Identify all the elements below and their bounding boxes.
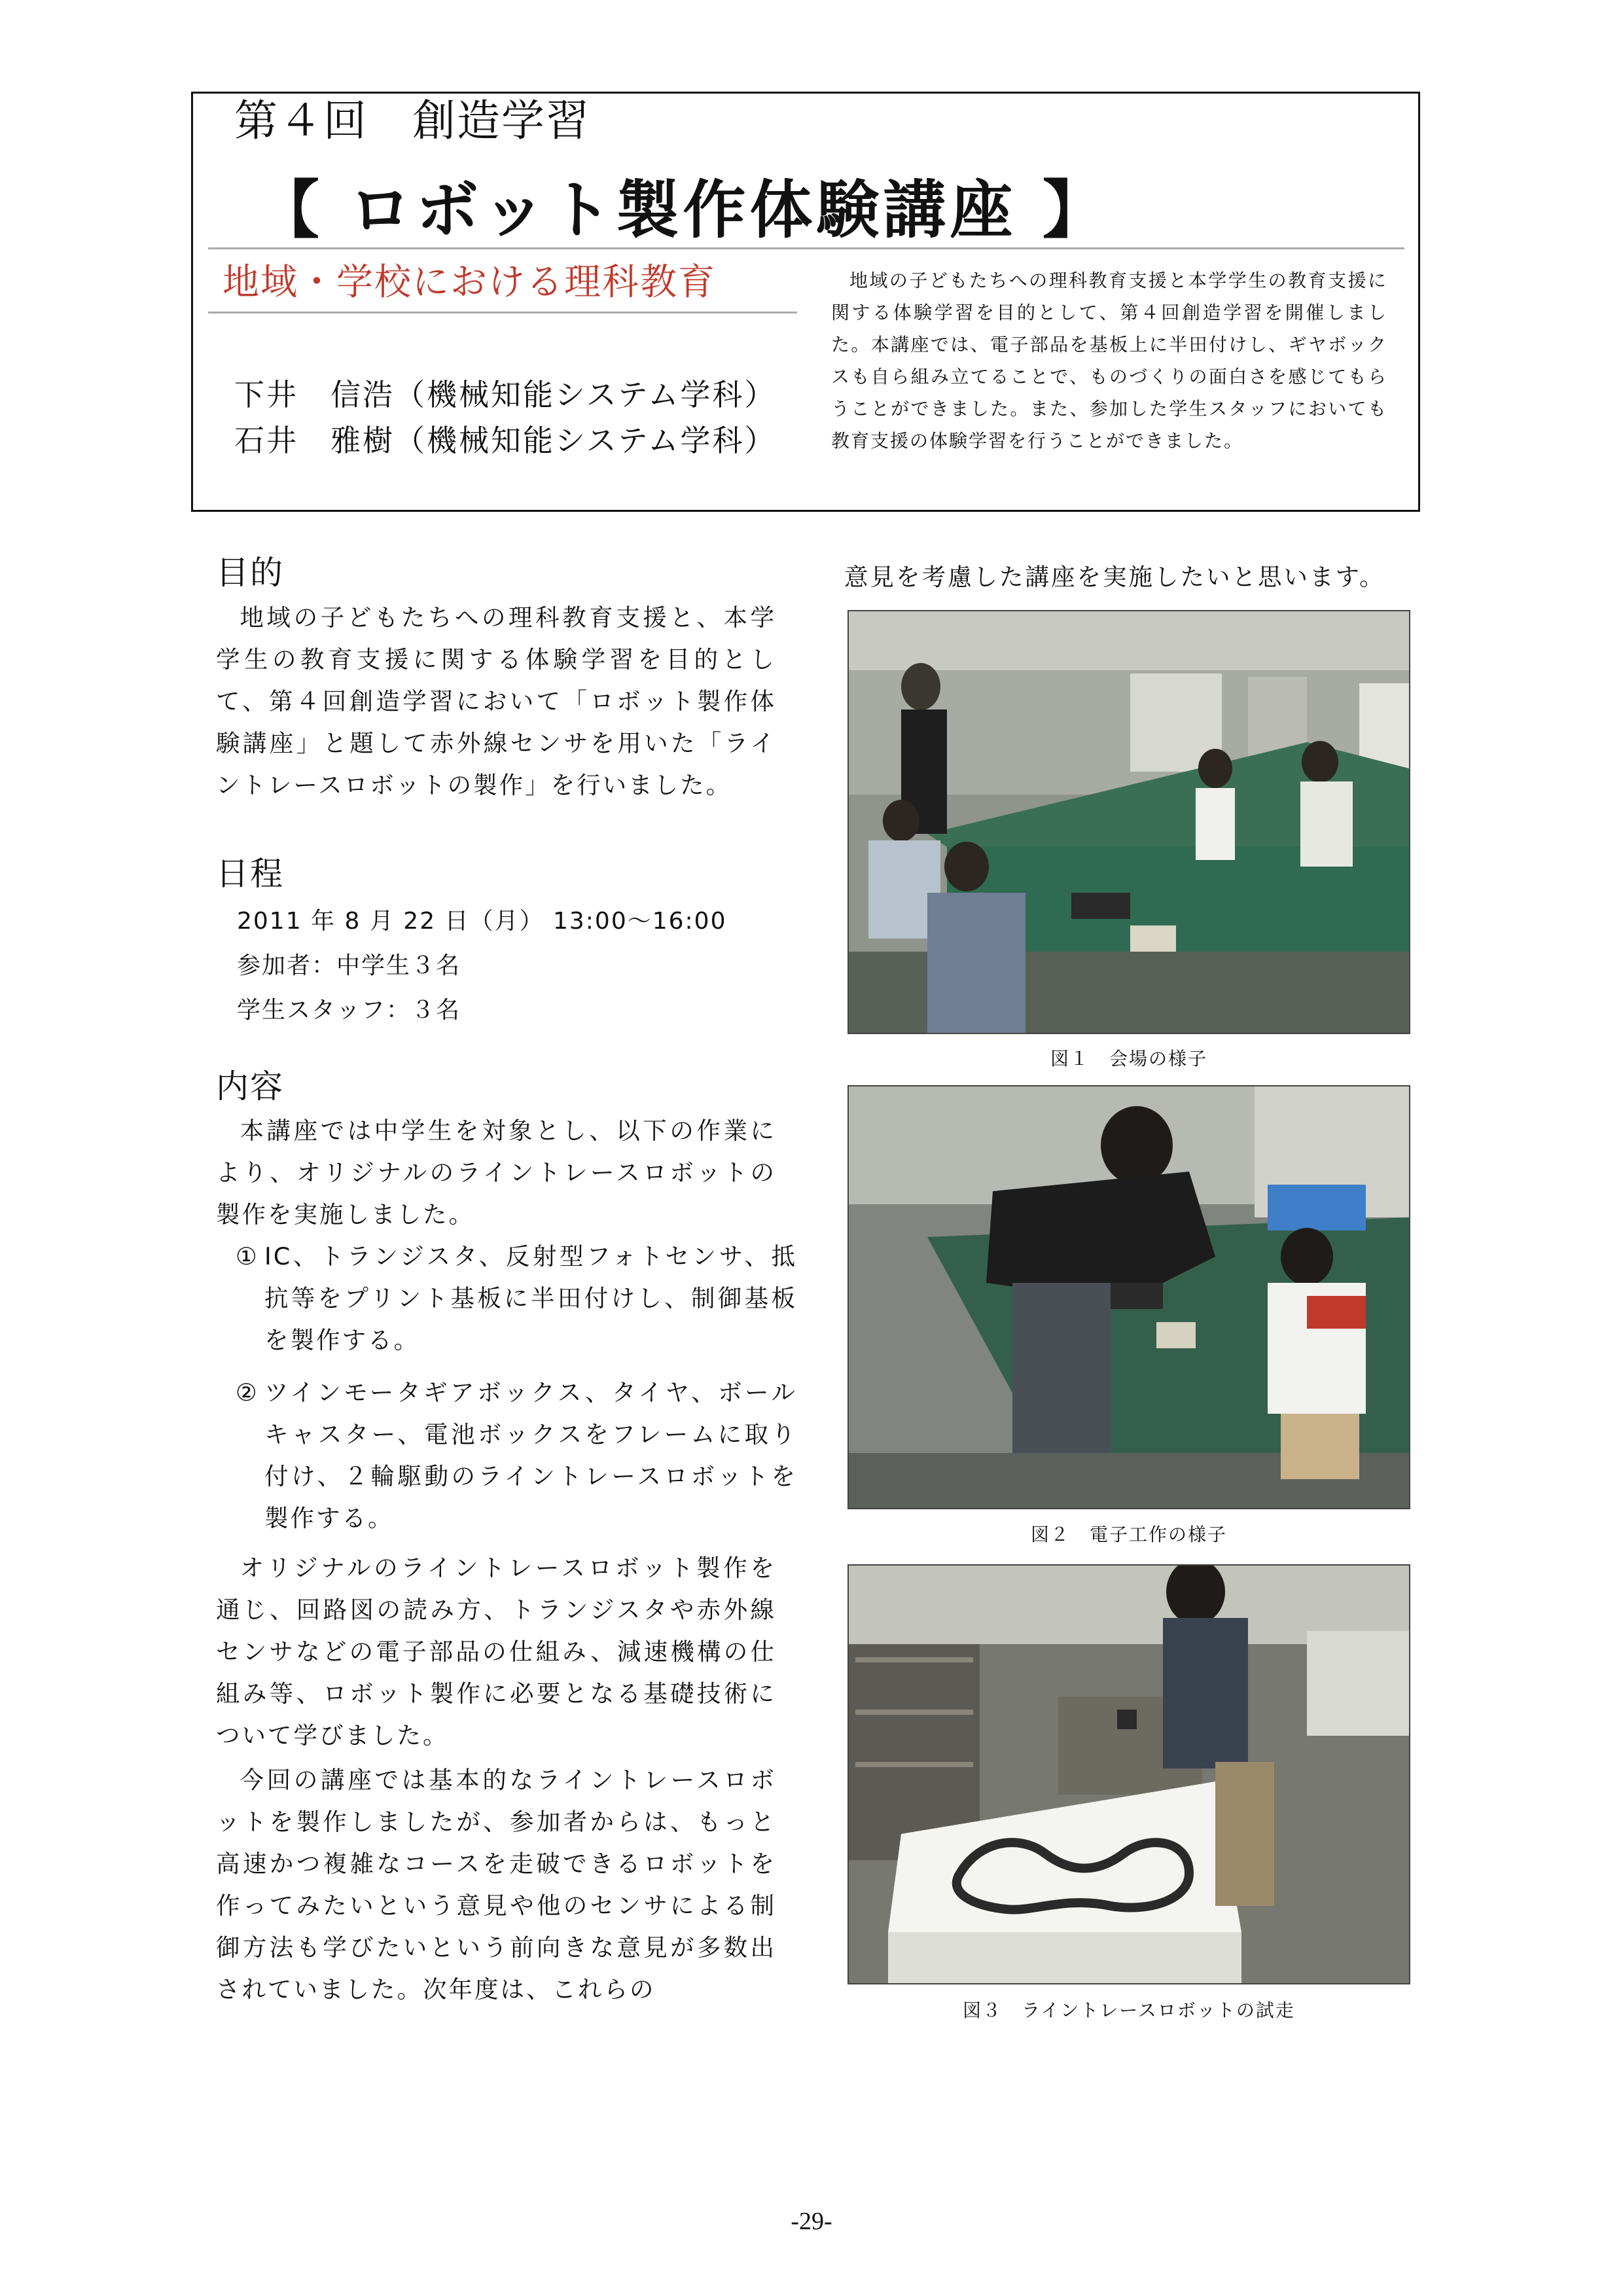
figure-1-caption: 図１ 会場の様子 xyxy=(1050,1048,1207,1069)
list-item-number: ① xyxy=(236,1242,259,1270)
series-title: 第４回 創造学習 xyxy=(234,96,590,146)
list-item-number: ② xyxy=(236,1378,259,1407)
list-item-text: IC、トランジスタ、反射型フォトセンサ、抵抗等をプリント基板に半田付けし、制御基板を製作する。 xyxy=(264,1242,797,1354)
purpose-text: 地域の子どもたちへの理科教育支援と、本学学生の教育支援に関する体験学習を目的として、第４回創造学習において「ロボット製作体験講座」と題して赤外線センサを用いた「ライントレースロボットの製作」を行いました。 xyxy=(216,603,776,799)
subtitle-divider xyxy=(208,312,797,314)
title-divider xyxy=(208,247,1404,249)
page-number: -29- xyxy=(791,2208,832,2235)
page-title: 【 ロボット製作体験講座 】 xyxy=(257,173,1109,247)
workshop-room-image xyxy=(849,611,1409,1033)
abstract: 地域の子どもたちへの理科教育支援と本学学生の教育支援に関する体験学習を目的として、第４回創造学習を開催しました。本講座では、電子部品を基板上に半田付けし、ギヤボックスも自ら組み立てることで、ものづくりの面白さを感じてもらうことができました。また、参加した学生スタッフにおいても教育支援の体験学習を行うことができました。 xyxy=(831,270,1387,452)
section-heading-schedule: 日程 xyxy=(216,855,284,893)
list-item xyxy=(236,1372,798,1542)
figure-2-photo xyxy=(847,1085,1410,1509)
electronics-work-image xyxy=(849,1086,1409,1508)
content-continued: 意見を考慮した講座を実施したいと思います。 xyxy=(844,563,1385,591)
section-heading-purpose: 目的 xyxy=(216,554,284,592)
author-1: 下井 信浩（機械知能システム学科） xyxy=(234,377,777,412)
robot-trial-image xyxy=(849,1566,1409,1983)
figure-3-caption: 図３ ライントレースロボットの試走 xyxy=(963,2000,1295,2021)
figure-2-caption: 図２ 電子工作の様子 xyxy=(1030,1524,1227,1545)
subtitle: 地域・学校における理科教育 xyxy=(223,261,716,304)
schedule-staff: 学生スタッフ：３名 xyxy=(237,997,461,1024)
content-paragraph-2: オリジナルのライントレースロボット製作を通じ、回路図の読み方、トランジスタや赤外線センサなどの電子部品の仕組み、減速機構の仕組み等、ロボット製作に必要となる基礎技術について学びました。 xyxy=(216,1554,776,1749)
schedule-date: 2011 年 8 月 22 日（月） 13:00～16:00 xyxy=(237,908,727,935)
section-heading-content: 内容 xyxy=(216,1067,284,1105)
list-item xyxy=(236,1236,798,1367)
figure-3-photo xyxy=(847,1564,1410,1984)
content-intro: 本講座では中学生を対象とし、以下の作業により、オリジナルのライントレースロボットの製作を実施しました。 xyxy=(216,1117,776,1229)
list-item-text: ツインモータギアボックス、タイヤ、ボールキャスター、電池ボックスをフレームに取り付け、２輪駆動のライントレースロボットを製作する。 xyxy=(264,1378,797,1532)
figure-1-photo xyxy=(847,610,1410,1034)
schedule-participants: 参加者：中学生３名 xyxy=(237,952,461,979)
author-2: 石井 雅樹（機械知能システム学科） xyxy=(234,423,777,458)
content-paragraph-3: 今回の講座では基本的なライントレースロボットを製作しましたが、参加者からは、もっと高速かつ複雑なコースを走破できるロボットを作ってみたいという意見や他のセンサによる制御方法も学びたいという前向きな意見が多数出されていました。次年度は、これらの xyxy=(216,1766,776,2003)
